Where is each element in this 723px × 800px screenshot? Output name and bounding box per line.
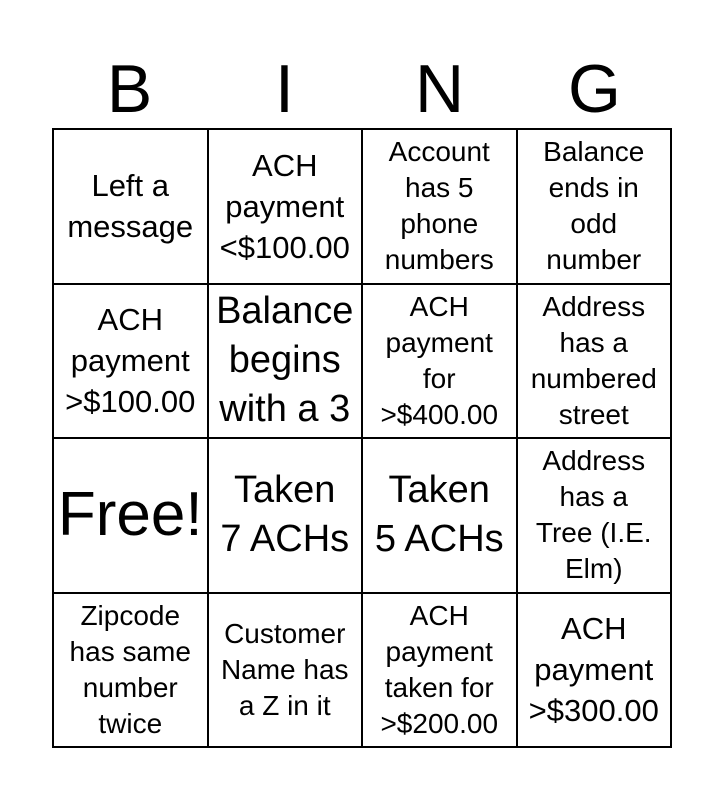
- free-space-cell[interactable]: [54, 439, 209, 594]
- cell-text: Customer Name has a Z in it: [220, 617, 349, 721]
- cell-text: ACH payment taken for >$200.00: [380, 599, 499, 739]
- cell-text: Taken 7 ACHs: [220, 469, 350, 561]
- bingo-cell[interactable]: [363, 439, 518, 594]
- header-letter-g: G: [568, 51, 621, 127]
- bingo-cell[interactable]: [54, 285, 209, 440]
- cell-text: Balance begins with a 3: [216, 290, 354, 431]
- cell-text: ACH payment >$300.00: [528, 611, 659, 729]
- bingo-cell[interactable]: [363, 285, 518, 440]
- header-letter-b: B: [106, 51, 153, 127]
- header-letter-i: I: [275, 51, 294, 127]
- header-letter-n: N: [414, 51, 465, 127]
- bingo-cell[interactable]: [363, 594, 518, 749]
- cell-text: ACH payment <$100.00: [219, 147, 350, 265]
- cell-text: Free!: [57, 480, 203, 550]
- bingo-cell[interactable]: [518, 594, 673, 749]
- bingo-board: [52, 128, 672, 748]
- bingo-cell[interactable]: [518, 439, 673, 594]
- cell-text: Address has a numbered street: [530, 290, 657, 430]
- bingo-header: [52, 50, 672, 128]
- cell-text: Account has 5 phone numbers: [384, 136, 494, 276]
- cell-text: Address has a Tree (I.E. Elm): [535, 445, 652, 585]
- cell-text: Left a message: [67, 168, 194, 245]
- bingo-cell[interactable]: [209, 285, 364, 440]
- bingo-cell[interactable]: [54, 130, 209, 285]
- bingo-cell[interactable]: [363, 130, 518, 285]
- bingo-cell[interactable]: [209, 594, 364, 749]
- cell-text: Taken 5 ACHs: [374, 469, 504, 561]
- bingo-cell[interactable]: [518, 130, 673, 285]
- bingo-cell[interactable]: [209, 130, 364, 285]
- cell-text: ACH payment >$100.00: [65, 302, 196, 420]
- bingo-cell[interactable]: [518, 285, 673, 440]
- bingo-cell[interactable]: [54, 594, 209, 749]
- cell-text: Balance ends in odd number: [543, 136, 645, 276]
- bingo-cell[interactable]: [209, 439, 364, 594]
- cell-text: Zipcode has same number twice: [69, 599, 191, 739]
- cell-text: ACH payment for >$400.00: [380, 290, 499, 430]
